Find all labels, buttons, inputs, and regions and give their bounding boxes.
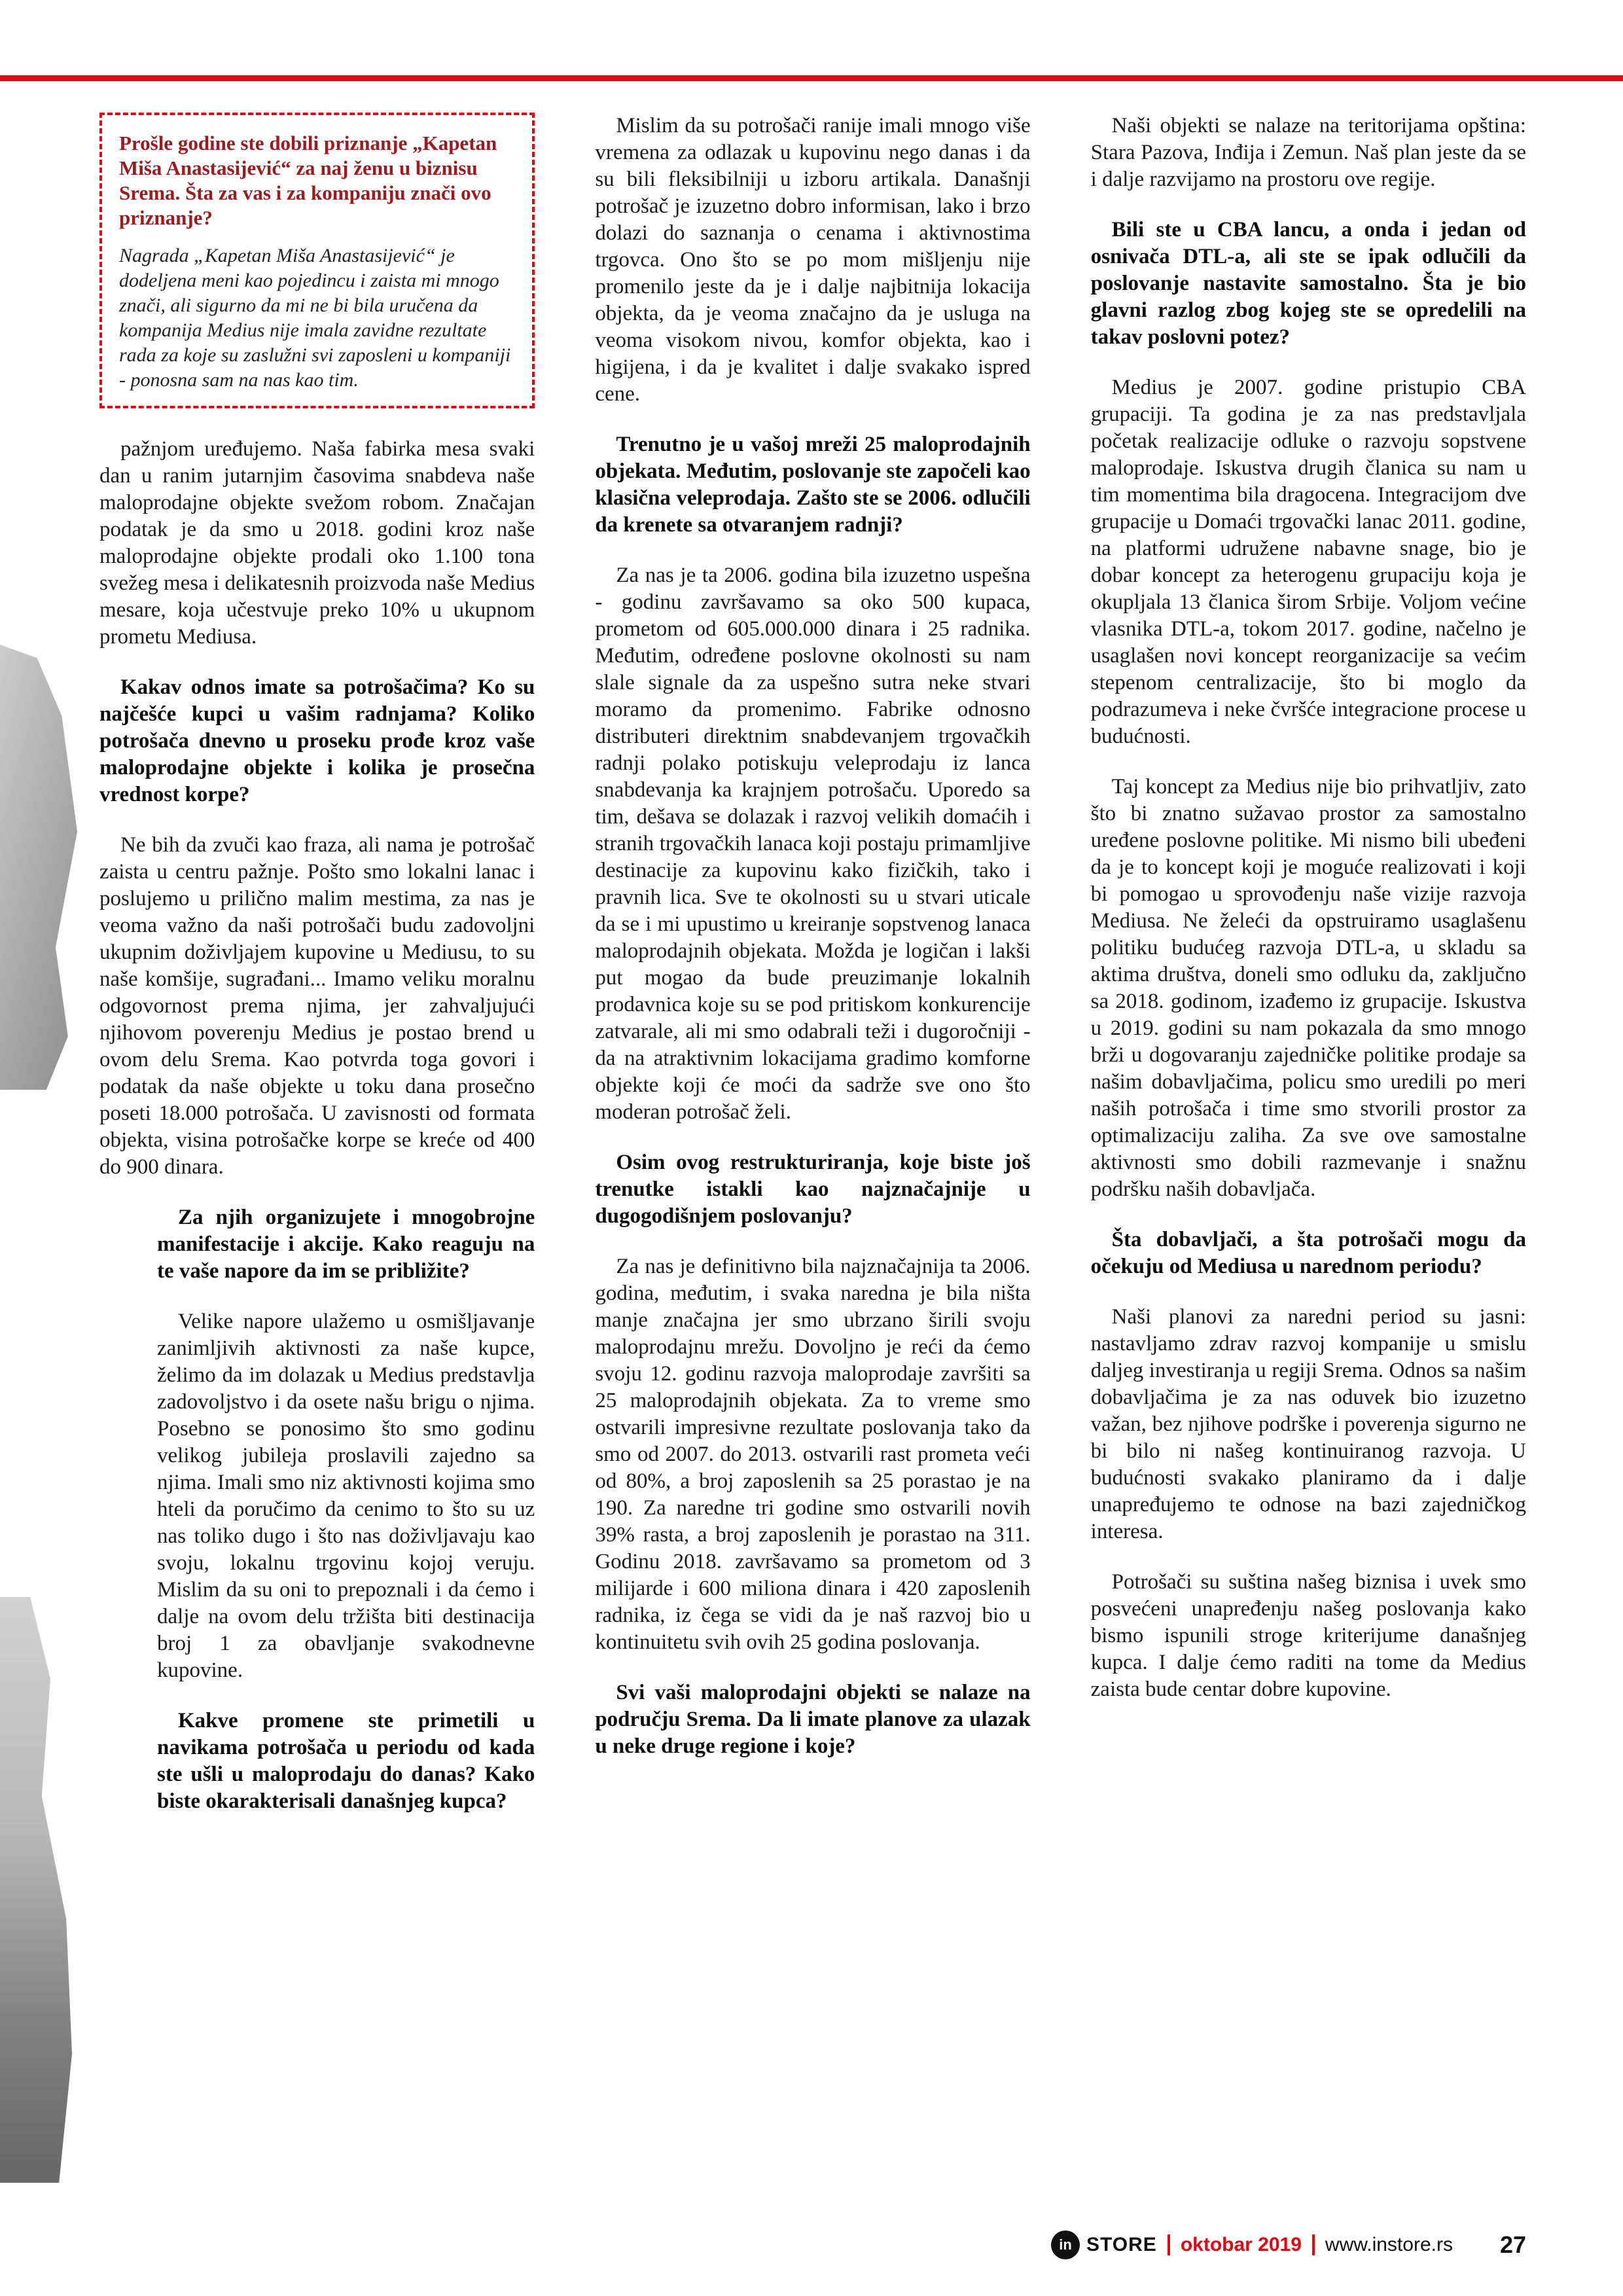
top-red-rule — [0, 75, 1623, 81]
answer-paragraph: Velike napore ulažemo u osmišljavanje zanimljivih aktivnosti za naše kupce, želimo da im dolazak u Medius predstavlja zadovoljstvo i da osete našu brigu o njima. Posebno se ponosimo što smo godinu velikog jubileja proslavili zajedno sa njima. Imali smo niz aktivnosti kojima smo hteli da poručimo da cenimo to što su uz nas toliko dugo i što nas doživljavaju kao svoju, lokalnu trgovinu kojoj veruju. Mislim da su oni to prepoznali i da ćemo i dalje na ovom delu tržišta biti destinacija broj 1 za obavljanje svakodnevne kupovine. — [157, 1310, 535, 1682]
photo-text-wrap-spacer — [0, 1204, 157, 2173]
pull-quote-box — [99, 113, 535, 408]
column-3 — [1091, 113, 1526, 2173]
background-photo-upper — [0, 645, 77, 1090]
column-2 — [595, 113, 1030, 2173]
answer-paragraph: Naši planovi za naredni period su jasni: nastavljamo zdrav razvoj kompanije u smislu daljeg investiranja u regiji Srema. Odnos sa našim dobavljačima je za nas oduvek bio izuzetno važan, bez njihove podrške i poverenja sigurno ne bi bilo ni našeg kontinuiranog razvoja. U budućnosti svakako planiramo da i dalje unapređujemo te odnose na bazi zajedničkog interesa. — [1090, 1305, 1526, 1543]
answer-paragraph: Za nas je ta 2006. godina bila izuzetno uspešna - godinu završavamo sa oko 500 kupaca, prometom od 605.000.000 dinara i 25 radnika. Međutim, određene poslovne okolnosti su nam slale signale da za uspešno sutra neke stvari moramo da promenimo. Fabrike odnosno distributeri direktnim snabdevanjem trgovačkih radnji polako potiskuju veleprodaju iz lanca snabdevanja ka krajnjem potrošaču. Uporedo sa tim, dešava se dolazak i razvoj velikih domaćih i stranih trgovačkih lanaca koji postaju primamljive destinacije za kupovinu kako fizičkih, tako i pravnih lica. Sve te okolnosti su u stvari uticale da se i mi upustimo u kreiranje sopstvenog lanaca maloprodajnih objekata. Možda je logičan i lakši put mogao da bude preuzimanje lokalnih prodavnica koje su se pod pritiskom konkurencije zatvarale, ali mi smo odabrali teži i dugoročniji - da na atraktivnim lokacijama gradimo komforne objekte koji će moći da sadrže sve ono što moderan potrošač želi. — [595, 564, 1031, 1124]
answer-paragraph: pažnjom uređujemo. Naša fabirka mesa svaki dan u ranim jutarnjim časovima snabdeva naše maloprodajne objekte svežom robom. Značajan podatak je da smo u 2018. godini kroz naše maloprodajne objekte prodali oko 1.100 tona svežeg mesa i delikatesnih proizvoda naše Medius mesare, koja učestvuje preko 10% u ukupnom prometu Mediusa. — [99, 437, 535, 649]
page-footer — [1051, 2231, 1526, 2259]
answer-paragraph: Taj koncept za Medius nije bio prihvatljiv, zato što bi znatno sužavao prostor za samostalno uređene poslovne politike. Mi nismo bili ubeđeni da je to koncept koji je moguće realizovati i koji bi pomogao u sprovođenju naše vizije razvoja Mediusa. Ne želeći da opstruiramo usaglašenu politiku budućeg razvoja DTL-a, u skladu sa aktima društva, doneli smo odluku da, zaključno sa 2018. godinom, izađemo iz grupacije. Iskustva u 2019. godini su nam pokazala da smo mnogo brži u dogovaranju zajedničke politike prodaje sa našim dobavljačima, policu smo uredili po meri naših potrošača i time smo stvorili prostor za optimalizaciju zaliha. Za sve ove samostalne aktivnosti smo dobili razmevanje i snažnu podršku naših dobavljača. — [1090, 775, 1526, 1201]
answer-paragraph: Naši objekti se nalaze na teritorijama opština: Stara Pazova, Inđija i Zemun. Naš plan jeste da se i dalje razvijamo na prostoru ove regije. — [1090, 114, 1526, 191]
footer-website: www.instore.rs — [1325, 2234, 1453, 2255]
interview-question: Bili ste u CBA lancu, a onda i jedan od osnivača DTL-a, ali ste se ipak odlučili da poslovanje nastavite samostalno. Šta je bio glavni razlog zbog kojeg ste se opredelili na takav poslovni potez? — [1090, 218, 1526, 349]
answer-paragraph: Za nas je definitivno bila najznačajnija ta 2006. godina, međutim, i svaka naredna je bila ništa manje značajna jer smo ubrzano širili svoju maloprodajnu mrežu. Dovoljno je reći da ćemo svoju 12. godinu razvoja maloprodaje završiti sa 25 maloprodajnih objekata. Za to vreme smo ostvarili impresivne rezultate poslovanja tako da smo od 2007. do 2013. ostvarili rast prometa veći od 80%, a broj zaposlenih sa 25 porastao je na 190. Za naredne tri godine smo ostvarili novih 39% rasta, a broj zaposlenih je porastao na 311. Godinu 2018. završavamo sa prometom od 3 milijarde i 600 miliona dinara i 420 zaposlenih radnika, iz čega se vidi da je naš razvoj bio u kontinuitetu svih ovih 25 godina poslovanja. — [595, 1255, 1031, 1654]
interview-question: Kakav odnos imate sa potrošačima? Ko su najčešće kupci u vašim radnjama? Koliko potrošača dnevno u proseku prođe kroz vaše maloprodajne objekte i kolika je prosečna vrednost korpe? — [99, 675, 535, 806]
box-answer: Nagrada „Kapetan Miša Anastasijević“ je dodeljena meni kao pojedincu i zaista mi mnogo znači, ali sigurno da mi ne bi bila uručena da kompanija Medius nije imala zavidne rezultate rada za koje su zaslužni svi zaposleni u kompaniji - ponosna sam na nas kao tim. — [119, 245, 511, 391]
article-columns — [99, 113, 1526, 2173]
interview-question: Svi vaši maloprodajni objekti se nalaze na području Srema. Da li imate planove za ulazak u neke druge regione i koje? — [595, 1681, 1031, 1758]
footer-issue-date: oktobar 2019 — [1180, 2234, 1302, 2255]
page-number: 27 — [1499, 2231, 1526, 2258]
interview-question: Kakve promene ste primetili u navikama potrošača u periodu od kada ste ušli u maloprodaju do danas? Kako biste okarakterisali današnjeg kupca? — [157, 1709, 535, 1813]
footer-separator — [1168, 2234, 1170, 2255]
answer-paragraph: Ne bih da zvuči kao fraza, ali nama je potrošač zaista u centru pažnje. Pošto smo lokalni lanac i poslujemo u prilično malim mestima, za nas je veoma važno da naši potrošači budu zadovoljni ukupnim doživljajem kupovine u Mediusu, to su naše komšije, sugrađani... Imamo veliku moralnu odgovornost prema njima, jer zahvaljujući njihovom poverenju Medius je postao brend u ovom delu Srema. Kao potvrda toga govori i podatak da naše objekte u toku dana prosečno poseti 18.000 potrošača. U zavisnosti od formata objekta, visina potrošačke korpe se kreće od 400 do 900 dinara. — [99, 833, 535, 1179]
footer-brand: STORE — [1086, 2234, 1157, 2255]
interview-question: Za njih organizujete i mnogobrojne manifestacije i akcije. Kako reaguju na te vaše napore da im se približite? — [157, 1206, 535, 1283]
instore-logo-icon: in — [1051, 2231, 1080, 2259]
answer-paragraph: Potrošači su suština našeg biznisa i uvek smo posvećeni unapređenju našeg poslovanja kako bismo ispunili stroge kriterijume današnjeg kupca. I dalje ćemo raditi na tome da Medius zaista bude centar dobre kupovine. — [1090, 1570, 1526, 1701]
column-1 — [99, 113, 535, 2173]
answer-paragraph: Mislim da su potrošači ranije imali mnogo više vremena za odlazak u kupovinu nego danas i da su bili fleksibilniji u izboru artikala. Današnji potrošač je izuzetno dobro informisan, lako i brzo dolazi do saznanja o cenama i aktivnostima trgovca. Ono što se po mom mišljenju nije promenilo jeste da je i dalje najbitnija lokacija objekta, da je veoma značajno da je usluga na veoma visokom nivou, komfor objekta, kao i higijena, i da je kvalitet i dalje svakako ispred cene. — [595, 114, 1031, 406]
box-question: Prošle godine ste dobili priznanje „Kapetan Miša Anastasijević“ za naj ženu u biznisu Srema. Šta za vas i za kompaniju znači ovo priznanje? — [119, 132, 497, 229]
footer-separator — [1312, 2234, 1315, 2255]
interview-question: Šta dobavljači, a šta potrošači mogu da očekuju od Mediusa u narednom periodu? — [1090, 1228, 1526, 1278]
interview-question: Trenutno je u vašoj mreži 25 maloprodajnih objekata. Međutim, poslovanje ste započeli kao klasična veleprodaja. Zašto ste se 2006. odlučili da krenete sa otvaranjem radnji? — [595, 433, 1031, 537]
answer-paragraph: Medius je 2007. godine pristupio CBA grupaciji. Ta godina je za nas predstavljala početak realizacije odluke o razvoju sopstvene maloprodaje. Iskustva drugih članica su nam u tim momentima bila dragocena. Integracijom dve grupacije u Domaći trgovački lanac 2011. godine, na platformi udružene nabavne snage, bio je dobar koncept za heterogenu grupaciju koja je okupljala 13 članica širom Srbije. Voljom većine vlasnika DTL-a, tokom 2017. godine, načelno je usaglašen novi koncept reorganizacije sa većim stepenom centralizacije, što bi moglo da podrazumeva i neke čvršće integracione procese u budućnosti. — [1090, 376, 1526, 748]
interview-question: Osim ovog restrukturiranja, koje biste još trenutke istakli kao najznačajnije u dugogodišnjem poslovanju? — [595, 1151, 1031, 1228]
